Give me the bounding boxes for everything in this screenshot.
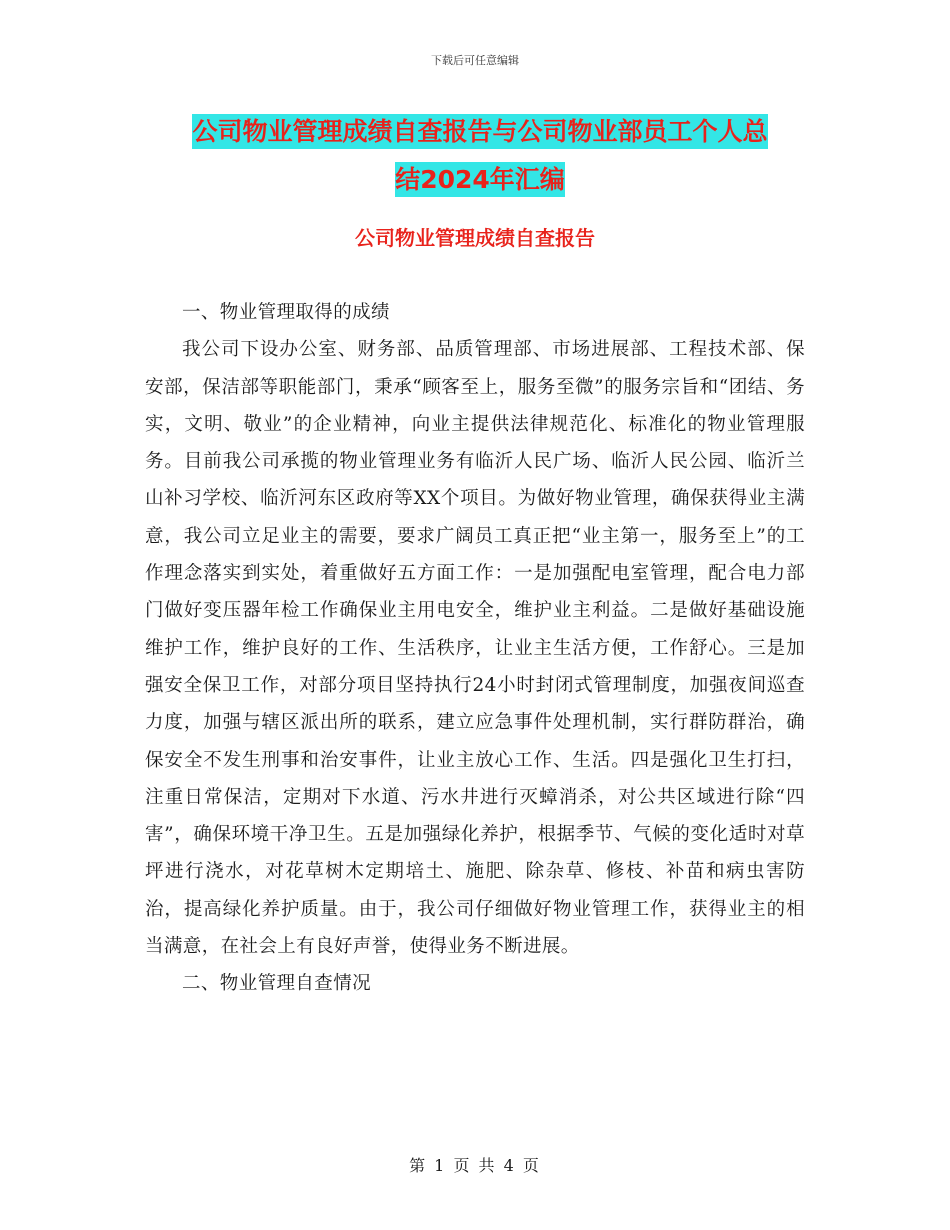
header-note: 下载后可任意编辑 bbox=[431, 54, 519, 67]
subheading-self-inspection: 二、物业管理自查情况 bbox=[182, 973, 372, 995]
document-title bbox=[140, 108, 820, 204]
page-number: 第 1 页 共 4 页 bbox=[409, 1156, 541, 1175]
document-title-line-1: 公司物业管理成绩自查报告与公司物业部员工个人总 bbox=[192, 114, 767, 149]
subheading-achievements: 一、物业管理取得的成绩 bbox=[182, 302, 390, 323]
section-title: 公司物业管理成绩自查报告 bbox=[355, 226, 595, 250]
document-title-line-2: 结2024年汇编 bbox=[395, 162, 565, 197]
body-paragraph: 我公司下设办公室、财务部、品质管理部、市场进展部、工程技术部、保安部，保洁部等职能部门，秉承“顾客至上，服务至微”的服务宗旨和“团结、务实，文明、敬业”的企业精神，向业主提供法律规范化、标准化的物业管理服务。目前我公司承揽的物业管理业务有临沂人民广场、临沂人民公园、临沂兰山补习学校、临沂河东区政府等XX个项目。为做好物业管理，确保获得业主满意，我公司立足业主的需要，要求广阔员工真正把“业主第一，服务至上”的工作理念落实到实处，着重做好五方面工作：一是加强配电室管理，配合电力部门做好变压器年检工作确保业主用电安全，维护业主利益。二是做好基础设施维护工作，维护良好的工作、生活秩序，让业主生活方便，工作舒心。三是加强安全保卫工作，对部分项目坚持执行24小时封闭式管理制度，加强夜间巡查力度，加强与辖区派出所的联系，建立应急事件处理机制，实行群防群治，确保安全不发生刑事和治安事件，让业主放心工作、生活。四是强化卫生打扫，注重日常保洁，定期对下水道、污水井进行灭蟑消杀，对公共区域进行除“四害”，确保环境干净卫生。五是加强绿化养护，根据季节、气候的变化适时对草坪进行浇水，对花草树木定期培土、施肥、除杂草、修枝、补苗和病虫害防治，提高绿化养护质量。由于，我公司仔细做好物业管理工作，获得业主的相当满意，在社会上有良好声誉，使得业务不断进展。 bbox=[145, 339, 805, 958]
body-text bbox=[145, 294, 805, 1003]
